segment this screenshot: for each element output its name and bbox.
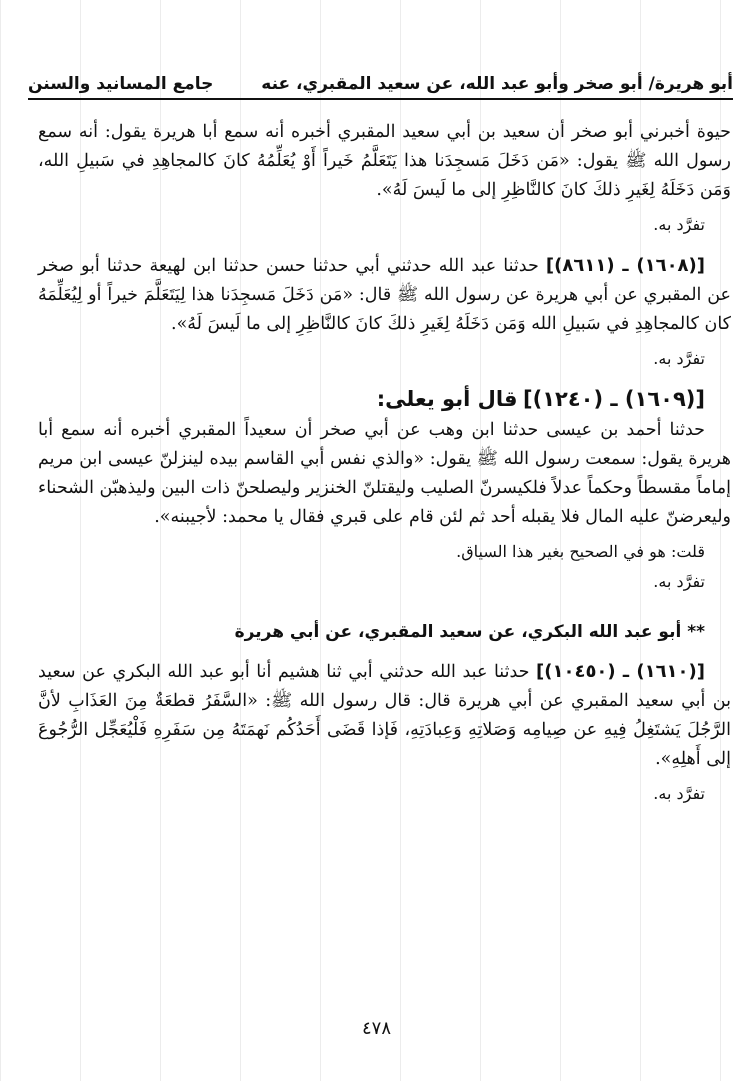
hadith-number: [(١٦٠٩) ـ (١٢٤٠)] [523, 387, 705, 411]
header-book-title: جامع المسانيد والسنن [28, 74, 214, 94]
section-title: ** أبو عبد الله البكري، عن سعيد المقبري، عن أبي هريرة [234, 622, 705, 642]
hadith-1609-heading [38, 385, 731, 416]
page-number: ٤٧٨ [361, 1018, 391, 1039]
running-header [28, 64, 733, 100]
header-chapter-title: أبو هريرة/ أبو صخر وأبو عبد الله، عن سعيد المقبري، عنه [261, 74, 733, 94]
page-body [38, 118, 731, 808]
grading-note: تفرَّد به. [653, 349, 705, 368]
hadith-1610 [38, 657, 731, 774]
hadith-continuation: حيوة أخبرني أبو صخر أن سعيد بن أبي سعيد المقبري أخبره أنه سمع أبا هريرة يقول: أنه سمع رسول الله ﷺ يقول: «مَن دَخَلَ مَسجِدَنا هذا يَتَعَلَّمُ خَيراً أَوْ يُعَلِّمُهُ كانَ كالمجاهِدِ في سَبيلِ الله، وَمَن دَخَلَهُ لِغَيرِ ذلكَ كانَ كالنَّاظِرِ إلى ما لَيسَ لَهُ». [38, 122, 731, 200]
grading-note: تفرَّد به. [653, 784, 705, 803]
hadith-intro: قال أبو يعلى: [376, 387, 518, 411]
hadith-number: [(١٦٠٨) ـ (٨٦١١)] [545, 255, 705, 276]
hadith-text: حدثنا عبد الله حدثني أبي حدثنا حسن حدثنا ابن لهيعة حدثنا أبو صخر عن المقبري عن أبي هريرة عن رسول الله ﷺ قال: «مَن دَخَلَ مَسجِدَنا هذا لِيَتَعَلَّمَ خيراً أو لِيُعَلِّمَهُ كان كالمجاهِدِ في سَبيلِ الله وَمَن دَخَلَهُ لِغَيرِ ذلكَ كانَ كالنَّاظِرِ إلى ما لَيسَ لَهُ». [38, 256, 731, 334]
hadith-number: [(١٦١٠) ـ (١٠٤٥٠)] [536, 661, 705, 682]
author-remark: قلت: هو في الصحيح بغير هذا السياق. [456, 542, 705, 561]
hadith-text: حدثنا أحمد بن عيسى حدثنا ابن وهب عن أبي صخر أن سعيداً المقبري أخبره أنه سمع أبا هريرة يقول: سمعت رسول الله ﷺ يقول: «والذي نفس أبي القاسم بيده لينزلنّ عيسى ابن مريم إماماً مقسطاً وحكماً عدلاً فلكيسرنّ الصليب وليقتلنّ الخنزير وليصلحنّ ذات البين وليذهبّن الشحناء وليعرضنّ عليه المال فلا يقبله أحد ثم لئن قام على قبري فقال يا محمد: لأجيبنه». [38, 420, 731, 527]
hadith-1608 [38, 251, 731, 339]
hadith-text: حدثنا عبد الله حدثني أبي ثنا هشيم أنا أبو عبد الله البكري عن سعيد بن أبي سعيد المقبري عن أبي هريرة قال: قال رسول الله ﷺ: «السَّفَرُ قطعَةٌ مِنَ العَذَابِ لأنَّ الرَّجُلَ يَشتَغِلُ فِيهِ عن صِيامِه وَصَلاتِهِ وَعِبادَتِهِ، فَإذا قَضَى أَحَدُكُم نَهمَتَهُ مِن سَفَرِهِ فَلْيُعَجِّل الرُّجُوعَ إلى أَهلِهِ». [38, 662, 731, 769]
grading-note: تفرَّد به. [653, 215, 705, 234]
grading-note: تفرَّد به. [653, 572, 705, 591]
